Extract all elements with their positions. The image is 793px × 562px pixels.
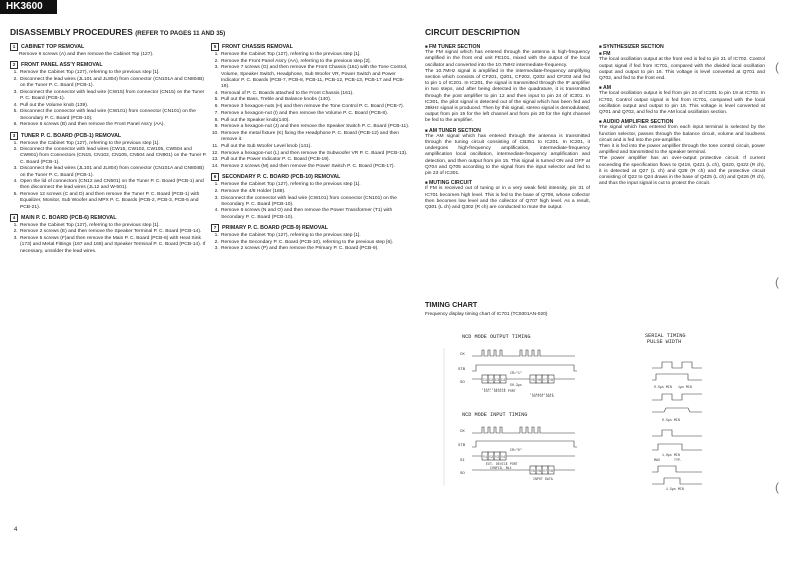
sig-so-2: SO — [460, 472, 465, 476]
section-title — [10, 214, 208, 222]
step-item: 1. Remove the Cabinet Top (127), referring to the previous step [1]. — [220, 182, 411, 188]
steps-list — [10, 141, 208, 211]
step-item: 10. Remove the metal fixture (K) fixing the Headphone P. C. Board (PCB-12) and then remove it. — [220, 131, 411, 143]
step-item: 5. Disconnect the connector with lead wire (CW101) from connector (CN101) on the Secondary P. C. Board (PCB-10). — [19, 109, 208, 121]
section-number: 2 — [10, 61, 18, 69]
in-box-y7: Y7 — [543, 469, 547, 473]
circuit-section-body: The AM signal which has entered through the antenna is transmitted through the tuning circuit consisting of CB351 to IC201. In IC201, it undergoes high-frequency amplification, intermediate-frequency amplification local oscillation, intermediate-frequency amplification and detection, and then output from pin 15. This signal is turned ON and OFF at Q704 and Q705 according to the signal from the input selector and fed to pin 23 of IC301. — [425, 133, 590, 177]
circuit-section-body: The local oscillation output at the front end is fed to pin 21 of IC702. Control output signal if fed from IC701, compared with the divided local oscillation output and output to pin 16. This voltage is level converted at Q701 and Q702, and fed to the front end. — [599, 57, 765, 82]
circuit-section-title: ■ FM TUNER SECTION — [425, 44, 590, 50]
out-box-c1: C1 — [483, 378, 487, 382]
input-timing-title: NCD MODE INPUT TIMING — [462, 412, 528, 418]
step-item: 2. Remove the Secondary P. C. Board (PCB-10), referring to the previous step [6]. — [220, 240, 411, 246]
section-title-text: CABINET TOP REMOVAL — [21, 44, 85, 50]
circuit-right-column — [599, 43, 765, 190]
in-box-y2: Y2 — [489, 455, 493, 459]
out-box-c3: C3 — [495, 378, 499, 382]
circuit-section-body: The signal which has entered from each input terminal is selected by the function selector, passes through the balance circuit, volume and loudness circuit and is fed into the pre-amplifier. Then it is fed into the power amplifier through the tone control circuit, power amplified and transmitted to the speaker terminal. The power amplifier has an over-output protective circuit. If current exceeding the specification flows to Q419, Q421 (L ch), Q420, Q422 (R ch), it is detected at Q27 (L ch) and Q28 (R ch) and the protective circuit consisting of Q22 to Q24 draws in the base of Q425 (L ch) and Q426 (R ch), and thus the input signal is cut to protect the circuit. — [599, 125, 765, 187]
section-title — [10, 132, 208, 140]
sig-stb-2: STB — [458, 444, 466, 448]
section-title — [211, 173, 411, 181]
in-box-y3: Y3 — [495, 455, 499, 459]
pw-label-2: 1µs MIN — [678, 385, 692, 389]
section-title — [10, 43, 208, 51]
section-3 — [10, 132, 208, 211]
model-tag — [0, 0, 57, 14]
sig-si-2: SI — [460, 459, 465, 463]
step-item: 4. Removal of P. C. Boards attached to the Front Chassis (161). — [220, 91, 411, 97]
section-7 — [211, 224, 411, 253]
pw-label-6: TYP. — [674, 458, 682, 462]
disassembly-right-column — [211, 43, 411, 255]
out-box-y6: Y6 — [537, 378, 541, 382]
steps-list — [10, 223, 208, 255]
step-item: 2. Remove the Front Panel Ass'y (AA), referring to the previous step [2]. — [220, 59, 411, 65]
sig-stb-1: STB — [458, 368, 466, 372]
step-item: 14. Remove 2 screws (M) and then remove the Power Switch P. C. Board (PCB-17). — [220, 164, 411, 170]
circuit-section-body: The local oscillation output is fed from pin 24 of IC201 to pin 19 at IC702. In IC702, Control output signal is fed from IC701, compared with the local oscillation output and output to pin 16. This voltage is level converted at Q701 and Q702, and fed to the AM local oscillation section. — [599, 91, 765, 116]
step-item: 11. Pull out the Sub Woofer Level knob (141). — [220, 144, 411, 150]
out-box-y7: Y7 — [543, 378, 547, 382]
section-body: Remove 6 screws (A) and then remove the Cabinet Top (127). — [19, 52, 154, 57]
t-label: 50.3µs — [510, 383, 522, 387]
input-data-label: INPUT DATA — [533, 477, 553, 481]
step-item: 3. Disconnect the connector with lead wire (CW15) from connector (CN15) on the Tuner P. C. Board (PCB-1). — [19, 90, 208, 102]
disassembly-heading — [10, 27, 225, 37]
timing-chart-subtitle: Frequency display timing chart of IC701 (TC9301AN-020) — [425, 312, 548, 317]
step-item: 2. Remove 2 screws (E) and then remove the Speaker Terminal P. C. Board (PCB-14). — [19, 229, 208, 235]
section-1 — [10, 43, 208, 58]
step-item: 3. Disconnect the lead wires (JL101 and JL804) from connector (CN101A and CN804B) on the Tuner P. C. Board (PCB-1). — [19, 166, 208, 178]
section-title — [211, 43, 411, 51]
steps-list — [211, 52, 411, 170]
circuit-section-title: ■ AM — [599, 85, 765, 91]
section-title-text: FRONT PANEL ASS'Y REMOVAL — [21, 62, 103, 69]
sig-ck-1: CK — [460, 353, 465, 357]
section-title-text: TUNER P. C. BOARD (PCB-1) REMOVAL — [21, 132, 122, 139]
section-title-text: SECONDARY P. C. BOARD (PCB-10) REMOVAL — [222, 174, 341, 181]
circuit-section-body: If FM is received out of tuning or in a very weak field intensity, pin 31 of IC701 becomes high level. This is fed to the base of Q708, whose collector then becomes low level and the collector of Q707 high level. As a result, Q301 (L ch) and Q302 (R ch) are conducted to mute the output. — [425, 186, 590, 211]
binder-ring-3: ( — [775, 480, 779, 494]
pw-label-3: 0.5µs MIN — [662, 418, 680, 422]
section-number: 4 — [10, 214, 18, 222]
disassembly-title: DISASSEMBLY PROCEDURES — [10, 27, 133, 37]
step-item: 3. Remove 7 screws (G) and then remove the Front Chassis (161) with the Tone Control, Volume, Speaker Switch, Headphone, Sub Woofer VR, Power Switch and Power Indicator P. C. Boards (PCB-7, PCB-8, PCB-11, PCB-12, PCB-13, PCB-17 and PCB-19). — [220, 65, 411, 90]
out-box-c4: C4 — [501, 378, 505, 382]
step-item: 3. Remove 5 screws (F)and then remove the Main P. C. Board (PCB-6) with Heat Sink (173) and Metal Fittings (167 and 168) and Speaker Terminal P. C. Board (PCB-14). If necessary, unsolder the lead wires. — [19, 236, 208, 255]
in-box-y4: Y4 — [501, 455, 505, 459]
in-box-y6: Y6 — [537, 469, 541, 473]
step-item: 6. Remove 6 screws (B) and then remove the Front Panel Ass'y (AA). — [19, 122, 208, 128]
step-item: 4. Open the lid of connectors (CN12 and CN501) on the Tuner P. C. Board (PCB-1) and then disconnect the lead wires (JL12 and W-501). — [19, 179, 208, 191]
section-number: 5 — [211, 43, 219, 51]
section-title-text: FRONT CHASSIS REMOVAL — [222, 44, 293, 50]
step-item: 3. Remove 2 screws (P) and then remove the Primary P. C. Board (PCB-9). — [220, 246, 411, 252]
section-title-text: MAIN P. C. BOARD (PCB-6) REMOVAL — [21, 214, 117, 221]
step-item: 5. Pull out the Bass, Treble and Balance knobs (140). — [220, 97, 411, 103]
section-2 — [10, 61, 208, 128]
circuit-section-body: The FM signal which has entered through the antenna is high-frequency amplified in the front end unit FE101, mixed with the output of the local oscillator and converted into the 10.7MHz intermediate-frequency. The 10.7MHz signal is amplified in the intermediate-frequency amplifying section which consists of CF201, Q201, CF202, Q202 and CF203 and fed to pin 1 of IC201. In IC201, the signal is transmitted through the IF amplifier in two steps, and after being detected in the quadrature, it is transmitted through the post amplifier to pin 12 and then input to pin 24 of IC301. In IC301, the pilot signal is detected out of the signal which has been fed and 38kHz signal is produced. Then by this signal, stereo signal is demodulated, output from pin 15 for the left channel and from pin 20 for the right channel be fed to the amplifier. — [425, 50, 590, 124]
step-item: 6. Remove 3 hexagon-nuts (H) and then remove the Tone Control P. C. Board (PCB-7). — [220, 104, 411, 110]
out-box-c2: C2 — [489, 378, 493, 382]
step-item: 5. Remove 12 screws (C and D) and then remove the Tuner P. C. Board (PCB-1) with Equalizer, Monitor, Sub Woofer and MPX P. C. Boards (PCB-2, PCB-3, PCB-5 and PCB-21). — [19, 192, 208, 211]
step-item: 8. Pull out the Speaker knob(140). — [220, 118, 411, 124]
pw-label-5: MAX — [654, 458, 660, 462]
section-number: 7 — [211, 224, 219, 232]
binder-ring-1: ( — [775, 60, 779, 74]
step-item: 1. Remove the Cabinet Top (127), referring to the previous step [1]. — [220, 52, 411, 58]
section-title-text: PRIMARY P. C. BOARD (PCB-9) REMOVAL — [222, 224, 329, 231]
disassembly-subtitle: (REFER TO PAGES 11 AND 35) — [135, 30, 226, 37]
section-4 — [10, 214, 208, 255]
circuit-left-column — [425, 43, 590, 214]
ext-port-1: EXT. DEVICE PORT — [484, 389, 516, 393]
in-box-y5: Y5 — [531, 469, 535, 473]
step-item: 1. Remove the Cabinet Top (127), referring to the previous step [1]. — [220, 233, 411, 239]
out-box-y5: Y5 — [531, 378, 535, 382]
step-item: 7. Remove a hexagon-nut (I) and then remove the Volume P. C. Board (PCB-8). — [220, 111, 411, 117]
pw-label-1: 0.5µs MIN — [654, 385, 672, 389]
step-item: 1. Remove the Cabinet Top (127), referring to the previous step [1]. — [19, 70, 208, 76]
step-item: 3. Disconnect the connector with lead wire (CW101) from connector (CN101) on the Secondary P. C. Board (PCB-10). — [220, 196, 411, 208]
ext-port-config: CONFIG. Bit — [490, 466, 512, 470]
steps-list — [211, 233, 411, 253]
step-item: 2. Remove the 4/8 Holder (188). — [220, 189, 411, 195]
in-box-y1: Y1 — [483, 455, 487, 459]
sig-so-1: SO — [460, 381, 465, 385]
steps-list — [211, 182, 411, 221]
timing-chart-title: TIMING CHART — [425, 300, 478, 309]
step-item: 2. Disconnect the lead wires (JL101 and JL804) from connector (CN101A and CN804B) on the Tuner P. C. Board (PCB-1). — [19, 77, 208, 89]
cr-label-1: CR="1" — [510, 371, 522, 375]
serial-title-2: PULSE WIDTH — [647, 339, 682, 345]
circuit-section-title: ■ MUTING CIRCUIT — [425, 180, 590, 186]
section-number: 6 — [211, 173, 219, 181]
circuit-section-title: ■ SYNTHESIZER SECTION — [599, 44, 765, 50]
binder-ring-2: ( — [775, 275, 779, 289]
pw-label-7: 1.5µs MIN — [666, 487, 684, 491]
step-item: 1. Remove the Cabinet Top (127), referring to the previous step [1]. — [19, 223, 208, 229]
section-title — [211, 224, 411, 232]
sig-ck-2: CK — [460, 430, 465, 434]
step-item: 4. Pull out the Volume knob (139). — [19, 103, 208, 109]
page-number: 4 — [14, 527, 18, 533]
step-item: 1. Remove the Cabinet Top (127), referring to the previous step [1]. — [19, 141, 208, 147]
circuit-section-title: ■ AM TUNER SECTION — [425, 128, 590, 134]
pw-label-4: 1.0µs MIN — [662, 453, 680, 457]
step-item: 12. Remove a hexagon-nut (L) and then remove the Subwoofer VR P. C. Board (PCB-13). — [220, 151, 411, 157]
section-title — [10, 61, 208, 69]
section-number: 3 — [10, 132, 18, 140]
step-item: 13. Pull out the Power Indicator P. C. Board (PCB-19). — [220, 157, 411, 163]
circuit-heading: CIRCUIT DESCRIPTION — [425, 27, 520, 37]
step-item: 4. Remove 6 screws (N and O) and then remove the Power Transformer (T1) with Secondary P. C. Board (PCB-10). — [220, 208, 411, 220]
out-box-y8: Y8 — [549, 378, 553, 382]
timing-diagram — [440, 328, 770, 493]
serial-title-1: SERIAL TIMING — [645, 333, 686, 339]
model-number: HK3600 — [6, 1, 43, 12]
ext-port-2: EXT. DEVICE PORT — [486, 462, 518, 466]
disassembly-left-column — [10, 43, 208, 258]
step-item: 9. Remove a hexagon-nut (J) and then remove the Speaker Switch P. C. Board (PCB-11). — [220, 124, 411, 130]
section-number: 1 — [10, 43, 18, 51]
steps-list — [10, 70, 208, 128]
in-box-y8: Y8 — [549, 469, 553, 473]
circuit-section-title: ■ AUDIO AMPLIFIER SECTION — [599, 119, 765, 125]
cr-label-2: CR="0" — [510, 448, 522, 452]
section-6 — [211, 173, 411, 221]
output-data-label: OUTPUT DATA — [532, 394, 554, 398]
circuit-section-title: ■ FM — [599, 51, 765, 57]
step-item: 2. Disconnect the connector with lead wires (CW15, CW102, CW105, CW504 and CW901) from Connectors (CN15, CN102, CN105, CN504 and CN901) on the Tuner P. C. Board (PCB-1). — [19, 147, 208, 166]
section-5 — [211, 43, 411, 170]
output-timing-title: NCD MODE OUTPUT TIMING — [462, 334, 531, 340]
